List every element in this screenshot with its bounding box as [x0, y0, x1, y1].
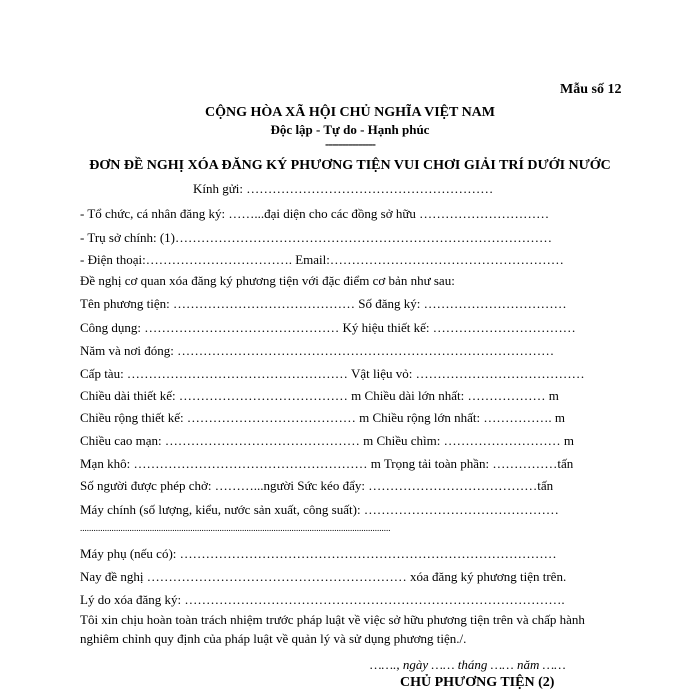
vessel-name-line: Tên phương tiện: …………………………………… Số đăng ký: ……………………………: [80, 296, 567, 311]
freeboard-line: Mạn khô: ……………………………………………… m Trọng tải toàn phần: ……………tấn: [80, 456, 574, 471]
headquarters-line: - Trụ sở chính: (1)……………………………………………………………………………: [80, 230, 552, 245]
height-draft-line: Chiều cao mạn: ……………………………………… m Chiều chìm: ……………………… m: [80, 433, 574, 448]
width-line: Chiều rộng thiết kế: ………………………………… m Chiều rộng lớn nhất: ……………. m: [80, 410, 565, 425]
main-engine-continuation: ..........................................................................................................................................: [80, 523, 391, 533]
commitment-paragraph: Tôi xin chịu hoàn toàn trách nhiệm trước pháp luật về việc sở hữu phương tiện trên và chấp hành nghiêm chỉnh quy định của pháp luật về quản lý và sử dụng phương tiện./.: [80, 612, 585, 646]
document-title: ĐƠN ĐỀ NGHỊ XÓA ĐĂNG KÝ PHƯƠNG TIỆN VUI CHƠI GIẢI TRÍ DƯỚI NƯỚC: [89, 158, 611, 173]
class-material-line: Cấp tàu: …………………………………………… Vật liệu vỏ: …………………………………: [80, 366, 585, 381]
main-engine-line: Máy chính (số lượng, kiểu, nước sản xuất, công suất): ………………………………………: [80, 502, 559, 517]
build-year-line: Năm và nơi đóng: ……………………………………………………………………………: [80, 343, 555, 358]
phone-email-line: - Điện thoại:……………………………. Email:………………………………………………: [80, 252, 564, 267]
date-line: ……., ngày …… tháng …… năm ……: [370, 657, 566, 672]
signature-title: CHỦ PHƯƠNG TIỆN (2): [400, 675, 555, 690]
separator: ---------------: [325, 136, 375, 151]
nation-heading: CỘNG HÒA XÃ HỘI CHỦ NGHĨA VIỆT NAM: [204, 105, 495, 120]
usage-line: Công dụng: ……………………………………… Ký hiệu thiết kế: ……………………………: [80, 320, 576, 335]
length-line: Chiều dài thiết kế: ………………………………… m Chiều dài lớn nhất: ……………… m: [80, 388, 559, 403]
addressee-line: Kính gửi: …………………………………………………: [193, 181, 494, 196]
request-intro: Đề nghị cơ quan xóa đăng ký phương tiện với đặc điểm cơ bản như sau:: [80, 273, 455, 288]
passengers-line: Số người được phép chở: ………...người Sức kéo đẩy: …………………………………tấn: [80, 478, 554, 493]
request-line: Nay đề nghị …………………………………………………… xóa đăng ký phương tiện trên.: [80, 569, 567, 584]
applicant-line: - Tổ chức, cá nhân đăng ký: ……...đại diện cho các đồng sở hữu …………………………: [80, 206, 550, 221]
reason-line: Lý do xóa đăng ký: …………………………………………………………………………….: [80, 592, 565, 607]
form-number: Mẫu số 12: [560, 82, 622, 97]
aux-engine-line: Máy phụ (nếu có): ……………………………………………………………………………: [80, 546, 557, 561]
motto: Độc lập - Tự do - Hạnh phúc: [270, 122, 430, 137]
